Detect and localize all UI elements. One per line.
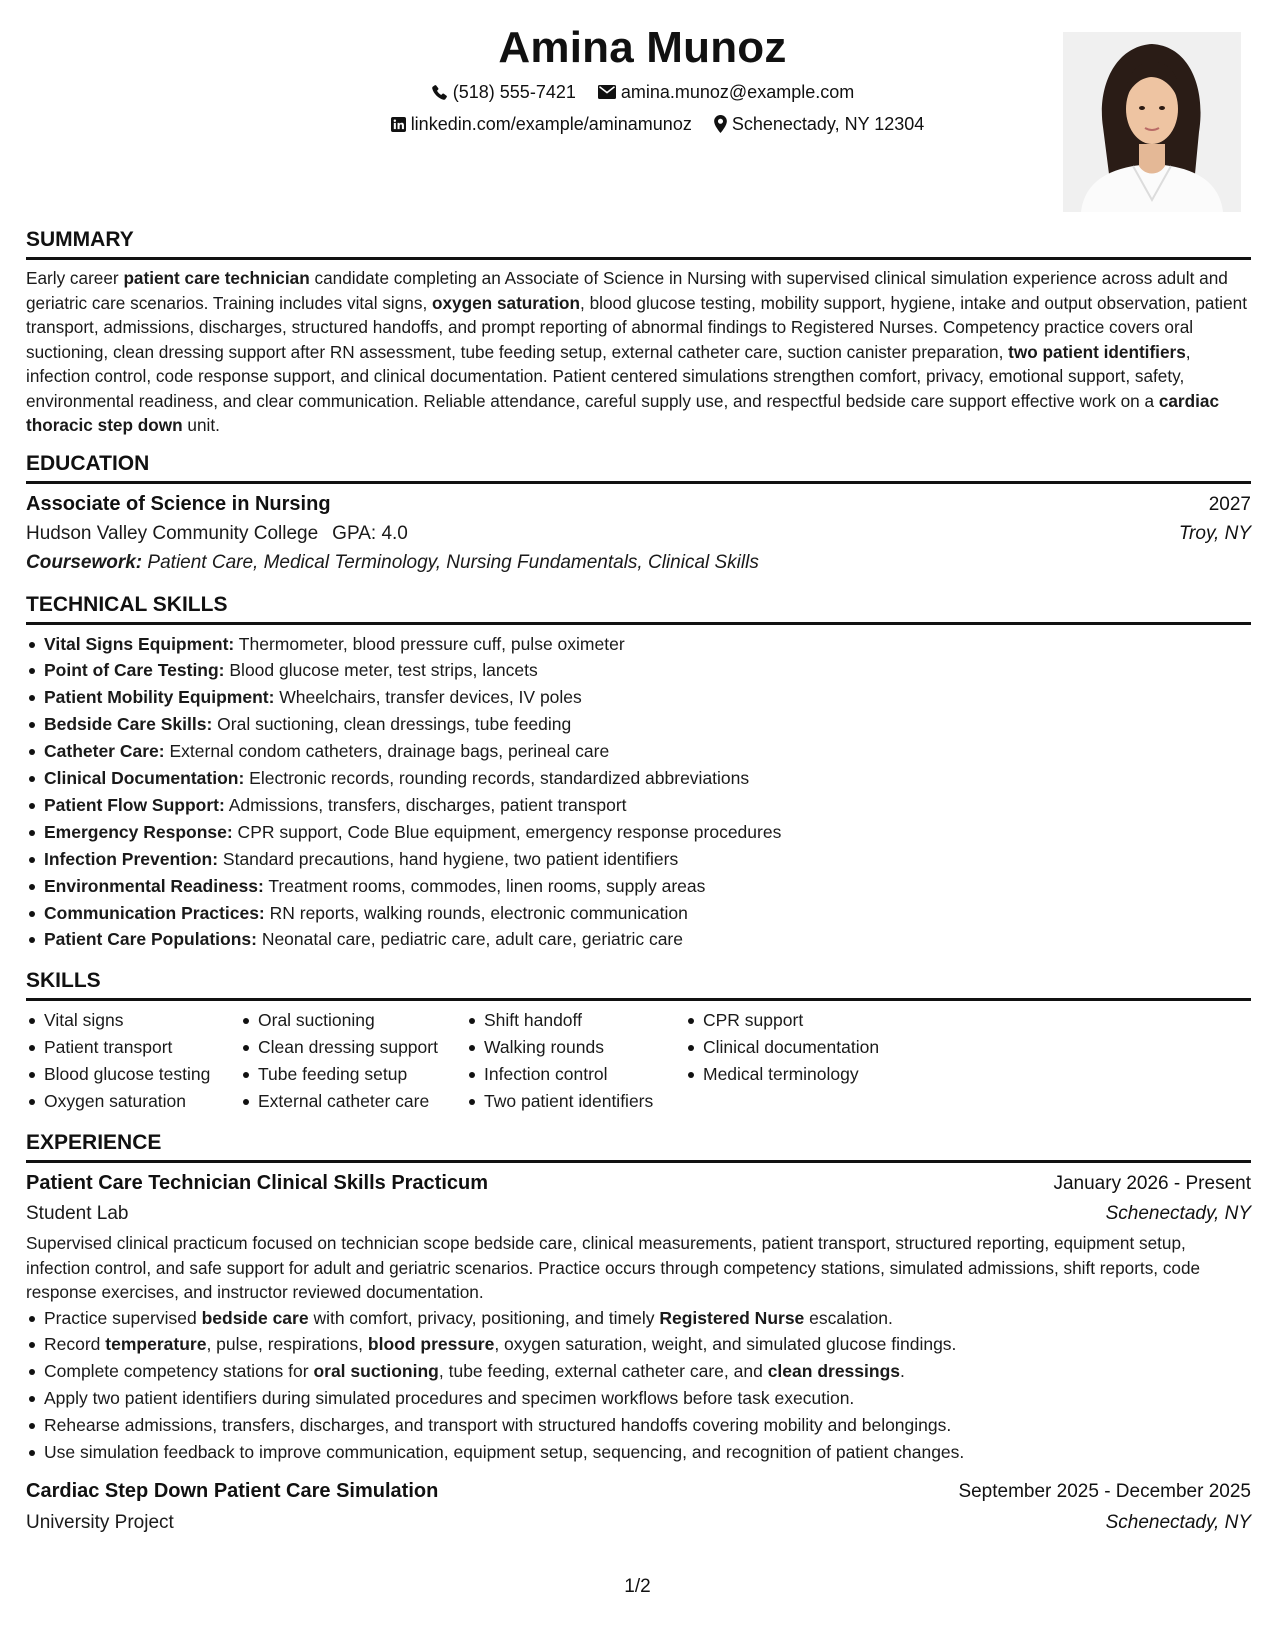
experience-heading: EXPERIENCE [26, 1127, 1251, 1163]
text-segment: candidate completing an Associate of Science in Nursing with supervised clinical simulation experience across adult and geriatric care scenarios. Training includes vital signs, [26, 268, 1228, 313]
text-segment: with comfort, privacy, positioning, and timely [308, 1307, 660, 1328]
skills-section [26, 965, 1251, 1115]
emphasis-text: oxygen saturation [432, 292, 581, 313]
text-segment: Complete competency stations for [44, 1361, 314, 1382]
summary-text [26, 266, 1251, 438]
coursework-list: Patient Care, Medical Terminology, Nursing Fundamentals, Clinical Skills [142, 551, 759, 573]
emphasis-text: cardiac thoracic step down [26, 390, 1220, 435]
text-segment: escalation. [804, 1307, 893, 1328]
skill-values: Wheelchairs, transfer devices, IV poles [274, 687, 582, 708]
linkedin-icon [391, 117, 406, 132]
skill-values: RN reports, walking rounds, electronic communication [264, 902, 688, 923]
job-title: Cardiac Step Down Patient Care Simulation [26, 1479, 439, 1502]
school-name: Hudson Valley Community College [26, 522, 319, 544]
skill-item: Clean dressing support [240, 1034, 466, 1061]
skills-column [240, 1007, 466, 1115]
skill-values: Standard precautions, hand hygiene, two patient identifiers [218, 848, 679, 869]
skill-item: Tube feeding setup [240, 1061, 466, 1088]
skill-item: External catheter care [240, 1088, 466, 1115]
technical-skill-item [26, 792, 1251, 819]
job-organization: University Project [26, 1511, 174, 1533]
technical-skill-item [26, 711, 1251, 738]
skill-item: CPR support [685, 1007, 925, 1034]
skill-item: Vital signs [26, 1007, 240, 1034]
technical-skill-item [26, 684, 1251, 711]
job-bullet [26, 1331, 1251, 1358]
emphasis-text: oral suctioning [313, 1361, 439, 1382]
school-info [26, 519, 408, 548]
skill-category: Environmental Readiness: [44, 875, 264, 896]
text-segment: Rehearse admissions, transfers, discharges, and transport with structured handoffs covering mobility and belongings. [44, 1415, 952, 1436]
emphasis-text: two patient identifiers [1008, 341, 1186, 362]
skill-values: Admissions, transfers, discharges, patient transport [224, 794, 627, 815]
skills-column [26, 1007, 240, 1115]
phone-icon [431, 84, 448, 101]
education-section [26, 448, 1251, 577]
location-contact [714, 112, 924, 136]
job-bullet [26, 1305, 1251, 1332]
skills-grid [26, 1007, 1251, 1115]
envelope-icon [598, 85, 616, 99]
text-segment: Use simulation feedback to improve communication, equipment setup, sequencing, and recognition of patient changes. [44, 1442, 965, 1463]
technical-skills-section [26, 589, 1251, 954]
text-segment: , blood glucose testing, mobility support, hygiene, intake and output observation, patient transport, admissions, discharges, structured handoffs, and prompt reporting of abnormal findings to Registered Nurses. Competency practice covers oral suctioning, clean dressing support after RN assessment, tube feeding setup, external catheter care, suction canister preparation, [26, 292, 1247, 362]
text-segment: . [900, 1361, 905, 1382]
experience-section [26, 1127, 1251, 1538]
education-heading: EDUCATION [26, 448, 1251, 484]
emphasis-text: bedside care [201, 1307, 309, 1328]
skill-category: Infection Prevention: [44, 848, 219, 869]
technical-skill-item [26, 846, 1251, 873]
text-segment: , pulse, respirations, [206, 1334, 368, 1355]
text-segment: Record [44, 1334, 106, 1355]
skill-item: Two patient identifiers [466, 1088, 685, 1115]
phone-contact [431, 80, 576, 104]
emphasis-text: Registered Nurse [659, 1307, 805, 1328]
candidate-name: Amina Munoz [498, 23, 787, 72]
skill-category: Communication Practices: [44, 902, 265, 923]
job-bullet [26, 1385, 1251, 1412]
text-segment: , oxygen saturation, weight, and simulated glucose findings. [494, 1334, 957, 1355]
location-text: Schenectady, NY 12304 [731, 114, 925, 134]
skill-item: Shift handoff [466, 1007, 685, 1034]
skill-item: Patient transport [26, 1034, 240, 1061]
coursework-label: Coursework: [26, 551, 143, 573]
job-bullet [26, 1358, 1251, 1385]
skill-values: CPR support, Code Blue equipment, emergency response procedures [232, 821, 782, 842]
skill-values: Oral suctioning, clean dressings, tube feeding [212, 714, 572, 735]
emphasis-text: temperature [105, 1334, 207, 1355]
technical-skill-item [26, 738, 1251, 765]
skill-category: Vital Signs Equipment: [44, 633, 235, 654]
technical-skill-item [26, 926, 1251, 953]
job-bullet [26, 1412, 1251, 1439]
skill-category: Clinical Documentation: [44, 768, 245, 789]
skill-values: Treatment rooms, commodes, linen rooms, supply areas [263, 875, 706, 896]
technical-skill-item [26, 900, 1251, 927]
experience-entry [26, 1169, 1251, 1466]
skill-item: Walking rounds [466, 1034, 685, 1061]
linkedin-contact [391, 112, 692, 136]
job-bullets [26, 1305, 1251, 1466]
skill-category: Emergency Response: [44, 821, 233, 842]
technical-skill-item [26, 765, 1251, 792]
skill-category: Patient Care Populations: [44, 929, 257, 950]
degree-title: Associate of Science in Nursing [26, 492, 331, 515]
phone-number[interactable]: (518) 555-7421 [452, 82, 576, 102]
technical-skills-list [26, 631, 1251, 954]
skill-item: Oral suctioning [240, 1007, 466, 1034]
page-number: 1/2 [624, 1576, 651, 1597]
email-contact [598, 80, 854, 104]
experience-entry [26, 1476, 1251, 1538]
skill-category: Catheter Care: [44, 741, 165, 762]
resume-body [26, 224, 1251, 1538]
emphasis-text: patient care technician [123, 268, 310, 288]
emphasis-text: clean dressings [767, 1361, 900, 1382]
coursework [26, 548, 1251, 577]
linkedin-url[interactable]: linkedin.com/example/aminamunoz [410, 114, 692, 134]
emphasis-text: blood pressure [367, 1334, 495, 1355]
job-description: Supervised clinical practicum focused on technician scope bedside care, clinical measurements, patient transport, structured reporting, equipment setup, infection control, and safe support for adult and geriatric scenarios. Practice occurs through competency stations, simulated admissions, shift reports, code response exercises, and instructor reviewed documentation. [26, 1233, 1201, 1302]
text-segment: unit. [182, 415, 220, 435]
skill-values: Electronic records, rounding records, standardized abbreviations [244, 768, 750, 789]
technical-skill-item [26, 873, 1251, 900]
skills-heading: SKILLS [26, 965, 1251, 1001]
technical-skill-item [26, 819, 1251, 846]
skill-category: Bedside Care Skills: [44, 714, 213, 735]
email-address[interactable]: amina.munoz@example.com [620, 82, 855, 102]
job-location: Schenectady, NY [1105, 1511, 1251, 1533]
skill-category: Patient Mobility Equipment: [44, 687, 275, 708]
text-segment: , tube feeding, external catheter care, and [438, 1361, 768, 1382]
job-dates: January 2026 - Present [1053, 1173, 1251, 1194]
skill-item: Blood glucose testing [26, 1061, 240, 1088]
skill-values: Blood glucose meter, test strips, lancets [224, 660, 538, 681]
job-bullet [26, 1439, 1251, 1466]
summary-heading: SUMMARY [26, 224, 1251, 260]
skill-category: Patient Flow Support: [44, 794, 225, 815]
map-pin-icon [714, 115, 727, 133]
summary-section [26, 224, 1251, 438]
technical-skill-item [26, 657, 1251, 684]
gpa: GPA: 4.0 [332, 522, 408, 544]
technical-skills-heading: TECHNICAL SKILLS [26, 589, 1251, 625]
profile-photo [1063, 32, 1241, 212]
school-location: Troy, NY [1178, 522, 1251, 544]
skill-category: Point of Care Testing: [44, 660, 225, 681]
job-organization: Student Lab [26, 1203, 129, 1224]
skill-values: Thermometer, blood pressure cuff, pulse oximeter [234, 633, 625, 654]
skill-item: Oxygen saturation [26, 1088, 240, 1115]
text-segment: Practice supervised [44, 1307, 202, 1328]
skill-values: Neonatal care, pediatric care, adult care, geriatric care [256, 929, 683, 950]
skills-column [685, 1007, 925, 1115]
text-segment: Early career [26, 268, 124, 288]
job-dates: September 2025 - December 2025 [958, 1480, 1251, 1502]
job-location: Schenectady, NY [1105, 1203, 1251, 1224]
text-segment: Apply two patient identifiers during simulated procedures and specimen workflows before task execution. [44, 1388, 855, 1409]
skill-item: Clinical documentation [685, 1034, 925, 1061]
graduation-year: 2027 [1208, 493, 1251, 515]
text-segment: , infection control, code response support, and clinical documentation. Patient centered simulations strengthen comfort, privacy, emotional support, safety, environmental readiness, and clear communication. Reliable attendance, careful supply use, and respectful bedside care support effective work on a [26, 341, 1191, 411]
technical-skill-item [26, 631, 1251, 658]
skill-values: External condom catheters, drainage bags, perineal care [164, 741, 610, 762]
skill-item: Infection control [466, 1061, 685, 1088]
skills-column [466, 1007, 685, 1115]
skill-item: Medical terminology [685, 1061, 925, 1088]
job-title: Patient Care Technician Clinical Skills Practicum [26, 1172, 489, 1194]
